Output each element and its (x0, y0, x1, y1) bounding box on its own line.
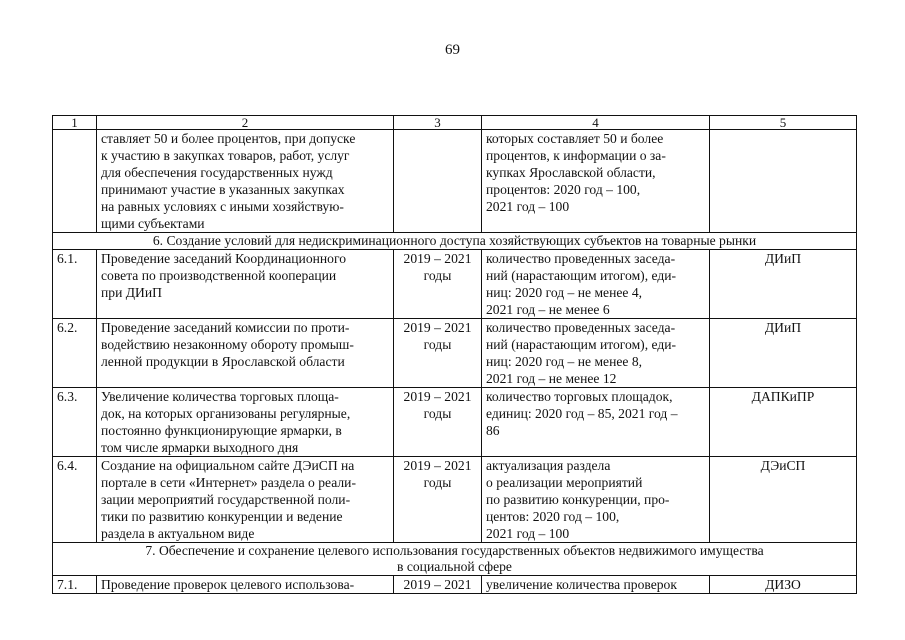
row-number: 6.4. (53, 457, 97, 543)
measures-table (52, 115, 857, 594)
header-col-4: 4 (482, 116, 710, 130)
table-row (53, 319, 857, 388)
table-row (53, 457, 857, 543)
responsible-cell: ДЭиСП (710, 457, 857, 543)
section-6-row (53, 233, 857, 250)
row-number: 6.2. (53, 319, 97, 388)
description-cell: Создание на официальном сайте ДЭиСП на портале в сети «Интернет» раздела о реали- зации мероприятий государственной поли- тики по развитию конкуренции и ведение раздела в актуальном виде (97, 457, 394, 543)
description-cell: Проведение заседаний комиссии по проти- водействию незаконному обороту промыш- ленной продукции в Ярославской области (97, 319, 394, 388)
description-cell: Проведение заседаний Координационного совета по производственной кооперации при ДИиП (97, 250, 394, 319)
table-header-row (53, 116, 857, 130)
header-col-3: 3 (394, 116, 482, 130)
row-number: 7.1. (53, 576, 97, 594)
responsible-cell: ДАПКиПР (710, 388, 857, 457)
indicator-cell: которых составляет 50 и более процентов, к информации о за- купках Ярославской области, процентов: 2020 год – 100, 2021 год – 100 (482, 130, 710, 233)
responsible-cell: ДИиП (710, 319, 857, 388)
period-cell: 2019 – 2021 годы (394, 319, 482, 388)
period-cell (394, 130, 482, 233)
period-cell: 2019 – 2021 годы (394, 388, 482, 457)
header-col-5: 5 (710, 116, 857, 130)
period-cell: 2019 – 2021 годы (394, 250, 482, 319)
responsible-cell: ДИЗО (710, 576, 857, 594)
table-row (53, 250, 857, 319)
period-cell: 2019 – 2021 (394, 576, 482, 594)
row-number: 6.3. (53, 388, 97, 457)
row-number: 6.1. (53, 250, 97, 319)
indicator-cell: количество проведенных заседа- ний (нарастающим итогом), еди- ниц: 2020 год – не менее 8, 2021 год – не менее 12 (482, 319, 710, 388)
indicator-cell: увеличение количества проверок (482, 576, 710, 594)
page-number: 69 (445, 42, 460, 58)
section-7-heading: 7. Обеспечение и сохранение целевого использования государственных объектов недвижимого имущества в социальной сфере (53, 543, 857, 576)
responsible-cell: ДИиП (710, 250, 857, 319)
indicator-cell: количество проведенных заседа- ний (нарастающим итогом), еди- ниц: 2020 год – не менее 4, 2021 год – не менее 6 (482, 250, 710, 319)
description-cell: Проведение проверок целевого использова- (97, 576, 394, 594)
table-row (53, 388, 857, 457)
table-row (53, 576, 857, 594)
indicator-cell: количество торговых площадок, единиц: 2020 год – 85, 2021 год – 86 (482, 388, 710, 457)
period-cell: 2019 – 2021 годы (394, 457, 482, 543)
indicator-cell: актуализация раздела о реализации мероприятий по развитию конкуренции, про- центов: 2020 год – 100, 2021 год – 100 (482, 457, 710, 543)
num-cell (53, 130, 97, 233)
section-7-row (53, 543, 857, 576)
header-col-1: 1 (53, 116, 97, 130)
table-row-continuation (53, 130, 857, 233)
description-cell: ставляет 50 и более процентов, при допуске к участию в закупках товаров, работ, услуг для обеспечения государственных нужд принимают участие в указанных закупках на равных условиях с иными хозяйствую- щими субъектами (97, 130, 394, 233)
responsible-cell (710, 130, 857, 233)
header-col-2: 2 (97, 116, 394, 130)
section-6-heading: 6. Создание условий для недискриминационного доступа хозяйствующих субъектов на товарные рынки (53, 233, 857, 250)
description-cell: Увеличение количества торговых площа- док, на которых организованы регулярные, постоянно функционирующие ярмарки, в том числе ярмарки выходного дня (97, 388, 394, 457)
